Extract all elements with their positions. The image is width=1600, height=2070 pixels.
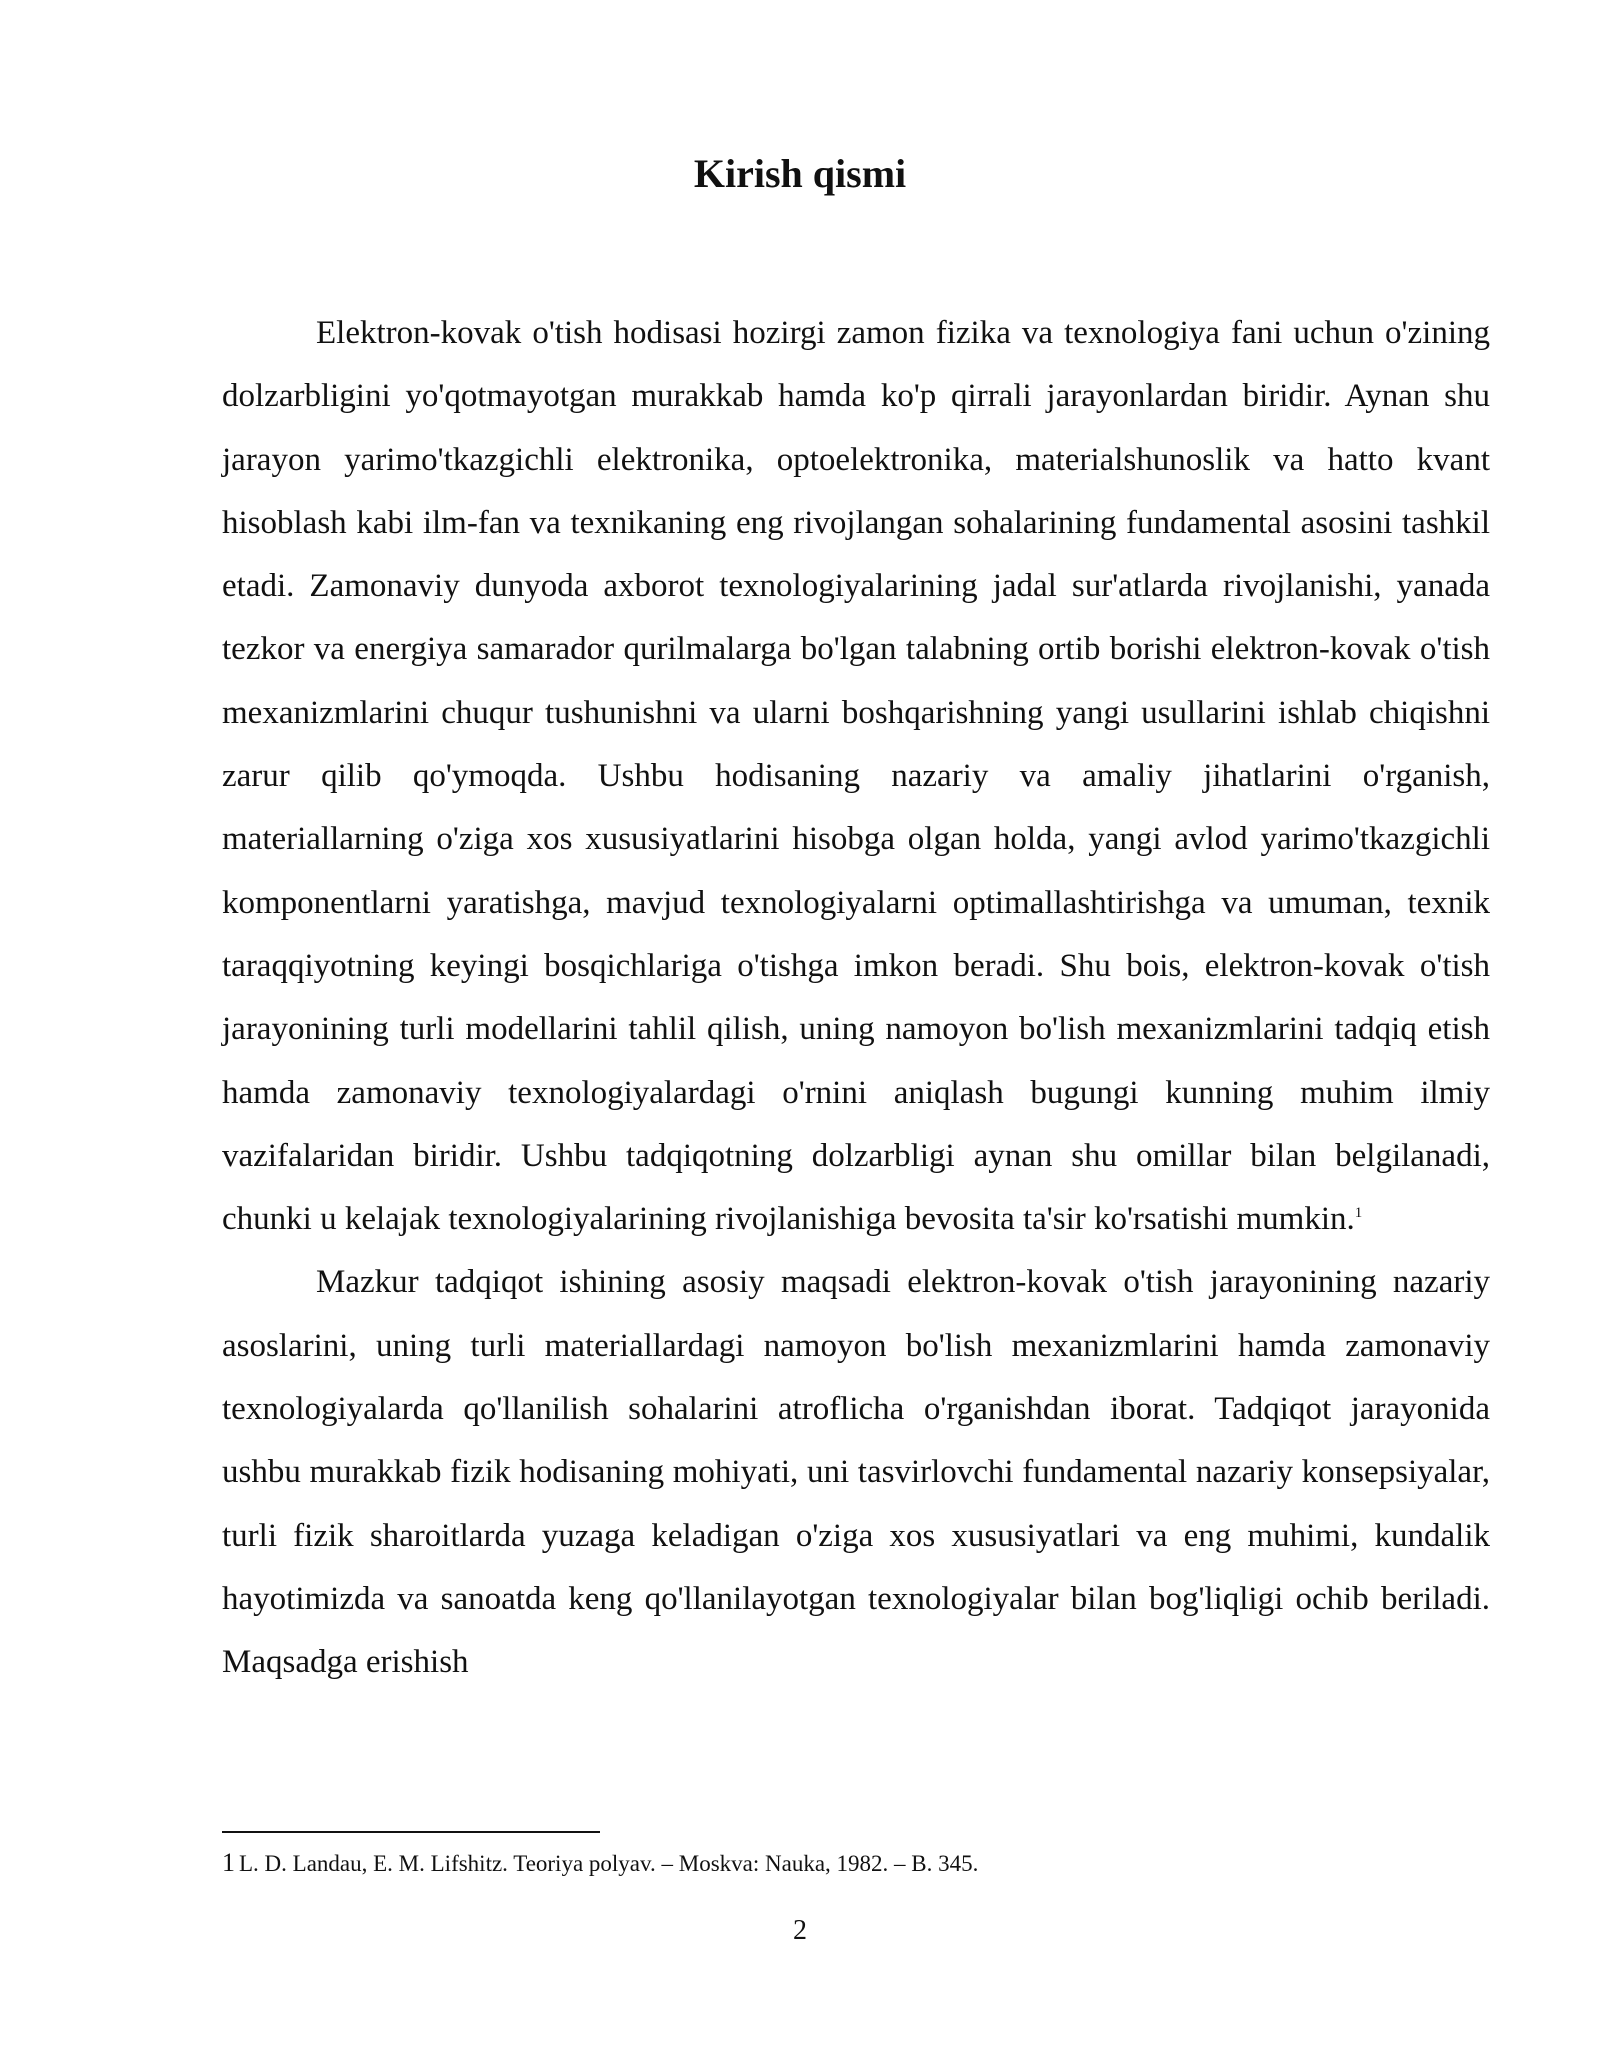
footnote-reference[interactable]: 1 (1354, 1205, 1363, 1222)
footnote-number: 1 (222, 1848, 235, 1877)
paragraph-2 (222, 1251, 1490, 1694)
paragraph-2-text: Mazkur tadqiqot ishining asosiy maqsadi elektron-kovak o'tish jarayonining nazariy asoslarini, uning turli materiallardagi namoyon bo'lish mexanizmlarini hamda zamonaviy texnologiyalarda qo'llanilish sohalarini atroflicha o'rganishdan iborat. Tadqiqot jarayonida ushbu murakkab fizik hodisaning mohiyati, uni tasvirlovchi fundamental nazariy konsepsiyalar, turli fizik sharoitlarda yuzaga keladigan o'ziga xos xususiyatlari va eng muhimi, kundalik hayotimizda va sanoatda keng qo'llanilayotgan texnologiyalar bilan bog'liqligi ochib beriladi. Maqsadga erishish (222, 1264, 1490, 1681)
page-title: Kirish qismi (693, 151, 907, 196)
page-number: 2 (793, 1915, 807, 1946)
footnote-separator (222, 1831, 600, 1833)
body-text (222, 302, 1490, 1695)
paragraph-1 (222, 302, 1490, 1251)
footnote (222, 1848, 1490, 1879)
footnote-text: L. D. Landau, E. M. Lifshitz. Teoriya polyav. – Moskva: Nauka, 1982. – B. 345. (239, 1851, 979, 1876)
paragraph-1-text: Elektron-kovak o'tish hodisasi hozirgi zamon fizika va texnologiya fani uchun o'zining dolzarbligini yo'qotmayotgan murakkab hamda ko'p qirrali jarayonlardan biridir. Aynan shu jarayon yarimo'tkazgichli elektronika, optoelektronika, materialshunoslik va hatto kvant hisoblash kabi ilm-fan va texnikaning eng rivojlangan sohalarining fundamental asosini tashkil etadi. Zamonaviy dunyoda axborot texnologiyalarining jadal sur'atlarda rivojlanishi, yanada tezkor va energiya samarador qurilmalarga bo'lgan talabning ortib borishi elektron-kovak o'tish mexanizmlarini chuqur tushunishni va ularni boshqarishning yangi usullarini ishlab chiqishni zarur qilib qo'ymoqda. Ushbu hodisaning nazariy va amaliy jihatlarini o'rganish, materiallarning o'ziga xos xususiyatlarini hisobga olgan holda, yangi avlod yarimo'tkazgichli komponentlarni yaratishga, mavjud texnologiyalarni optimallashtirishga va umuman, texnik taraqqiyotning keyingi bosqichlariga o'tishga imkon beradi. Shu bois, elektron-kovak o'tish jarayonining turli modellarini tahlil qilish, uning namoyon bo'lish mexanizmlarini tadqiq etish hamda zamonaviy texnologiyalardagi o'rnini aniqlash bugungi kunning muhim ilmiy vazifalaridan biridir. Ushbu tadqiqotning dolzarbligi aynan shu omillar bilan belgilanadi, chunki u kelajak texnologiyalarining rivojlanishiga bevosita ta'sir ko'rsatishi mumkin. (222, 315, 1490, 1238)
